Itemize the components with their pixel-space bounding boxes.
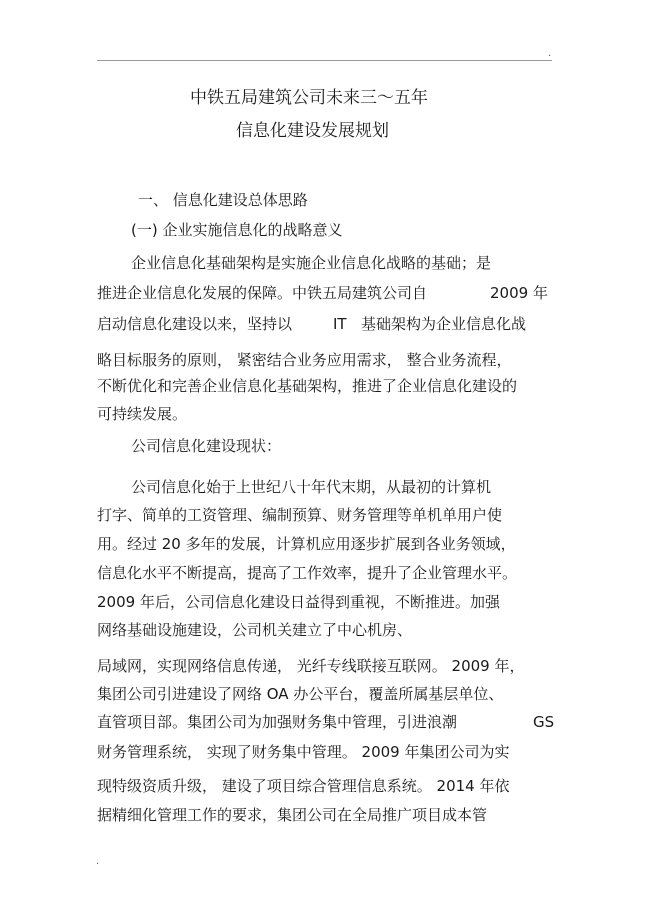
header-mark: .	[548, 48, 552, 59]
heading-1-1: (一) 企业实施信息化的战略意义	[131, 221, 343, 239]
para2-line-7: 局域网，实现网络信息传递， 光纤专线联接互联网。 2009 年，	[97, 657, 525, 675]
para2-line-9-gs: GS	[533, 713, 555, 731]
para2-line-9: 直管项目部。集团公司为加强财务集中管理，引进浪潮	[97, 713, 458, 731]
title-line-1: 中铁五局建筑公司未来三～五年	[190, 88, 428, 108]
para2-line-4: 信息化水平不断提高，提高了工作效率，提升了企业管理水平。	[97, 564, 518, 582]
para1-line-4: 略目标服务的原则， 紧密结合业务应用需求， 整合业务流程，	[97, 351, 512, 369]
header-rule	[97, 60, 552, 61]
para1-line-2	[97, 283, 427, 303]
para2-line-3: 用。经过 20 多年的发展，计算机应用逐步扩展到各业务领域，	[97, 535, 516, 553]
para2-line-5: 2009 年后，公司信息化建设日益得到重视，不断推进。加强	[97, 593, 500, 611]
para2-line-10: 财务管理系统， 实现了财务集中管理。 2009 年集团公司为实	[97, 743, 510, 761]
para1-line-3c: 基础架构为企业信息化战	[361, 315, 527, 333]
para2-line-2: 打字、简单的工资管理、编制预算、财务管理等单机单用户使	[97, 506, 503, 524]
heading-1: 一、 信息化建设总体思路	[138, 191, 308, 209]
para1-line-6: 可持续发展。	[97, 405, 188, 423]
subheading-status: 公司信息化建设现状：	[131, 437, 282, 455]
para2-line-1: 公司信息化始于上世纪八十年代末期，从最初的计算机	[131, 478, 492, 496]
para1-line-3a: 启动信息化建设以来，坚持以	[97, 315, 293, 333]
para2-line-6: 网络基础设施建设，公司机关建立了中心机房、	[97, 621, 413, 639]
para1-line-2-year: 2009 年	[490, 284, 548, 302]
footer-mark: .	[96, 856, 100, 867]
para1-line-3-it: IT	[333, 315, 347, 333]
para1-line-1: 企业信息化基础架构是实施企业信息化战略的基础；是	[131, 254, 492, 272]
para2-line-11: 现特级资质升级， 建设了项目综合管理信息系统。 2014 年依	[97, 777, 510, 795]
para2-line-8: 集团公司引进建设了网络 OA 办公平台，覆盖所属基层单位、	[97, 685, 504, 703]
para2-line-12: 据精细化管理工作的要求，集团公司在全局推广项目成本管	[97, 806, 488, 824]
para1-line-5: 不断优化和完善企业信息化基础架构，推进了企业信息化建设的	[97, 377, 518, 395]
title-line-2: 信息化建设发展规划	[236, 121, 389, 141]
para1-line-2-text: 推进企业信息化发展的保障。中铁五局建筑公司自	[97, 284, 428, 302]
